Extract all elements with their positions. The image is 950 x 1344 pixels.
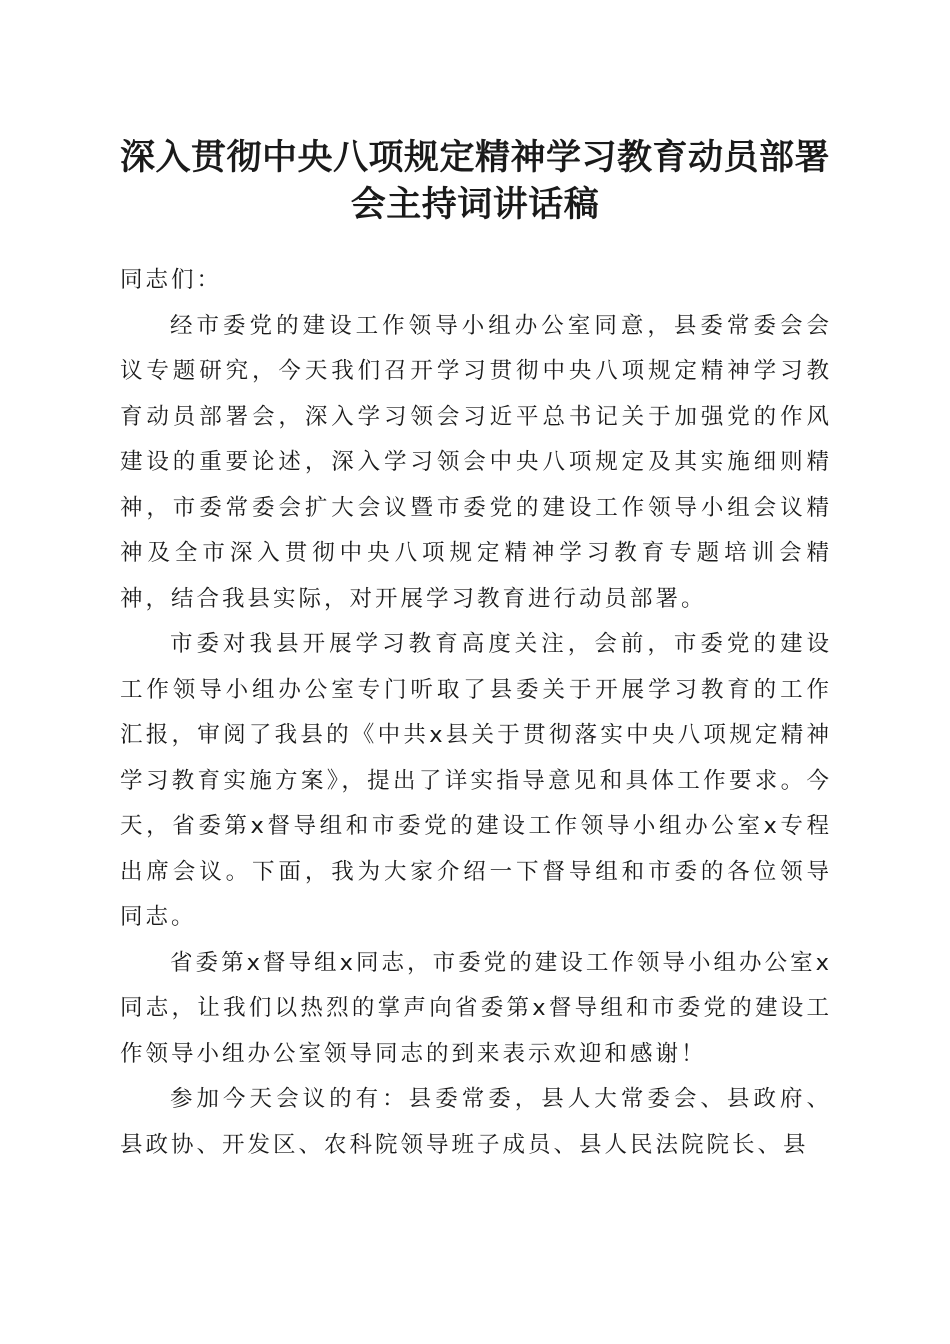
paragraph-4: 参加今天会议的有：县委常委，县人大常委会、县政府、县政协、开发区、农科院领导班子成员、县人民法院院长、县	[120, 1086, 832, 1158]
document-title	[100, 134, 850, 228]
document-body	[120, 258, 832, 1168]
paragraph-3: 省委第x督导组x同志，市委党的建设工作领导小组办公室x同志，让我们以热烈的掌声向省委第x督导组和市委党的建设工作领导小组办公室领导同志的到来表示欢迎和感谢！	[120, 949, 832, 1067]
title-line-1: 深入贯彻中央八项规定精神学习教育动员部署	[119, 137, 830, 178]
paragraph-1: 经市委党的建设工作领导小组办公室同意，县委常委会会议专题研究，今天我们召开学习贯彻中央八项规定精神学习教育动员部署会，深入学习领会习近平总书记关于加强党的作风建设的重要论述，深入学习领会中央八项规定及其实施细则精神，市委常委会扩大会议暨市委党的建设工作领导小组会议精神及全市深入贯彻中央八项规定精神学习教育专题培训会精神，结合我县实际，对开展学习教育进行动员部署。	[120, 312, 832, 612]
title-line-2: 会主持词讲话稿	[350, 184, 600, 225]
salutation: 同志们：	[120, 267, 223, 293]
paragraph-2: 市委对我县开展学习教育高度关注，会前，市委党的建设工作领导小组办公室专门听取了县委关于开展学习教育的工作汇报，审阅了我县的《中共x县关于贯彻落实中央八项规定精神学习教育实施方案》，提出了详实指导意见和具体工作要求。今天，省委第x督导组和市委党的建设工作领导小组办公室x专程出席会议。下面，我为大家介绍一下督导组和市委的各位领导同志。	[120, 631, 832, 930]
